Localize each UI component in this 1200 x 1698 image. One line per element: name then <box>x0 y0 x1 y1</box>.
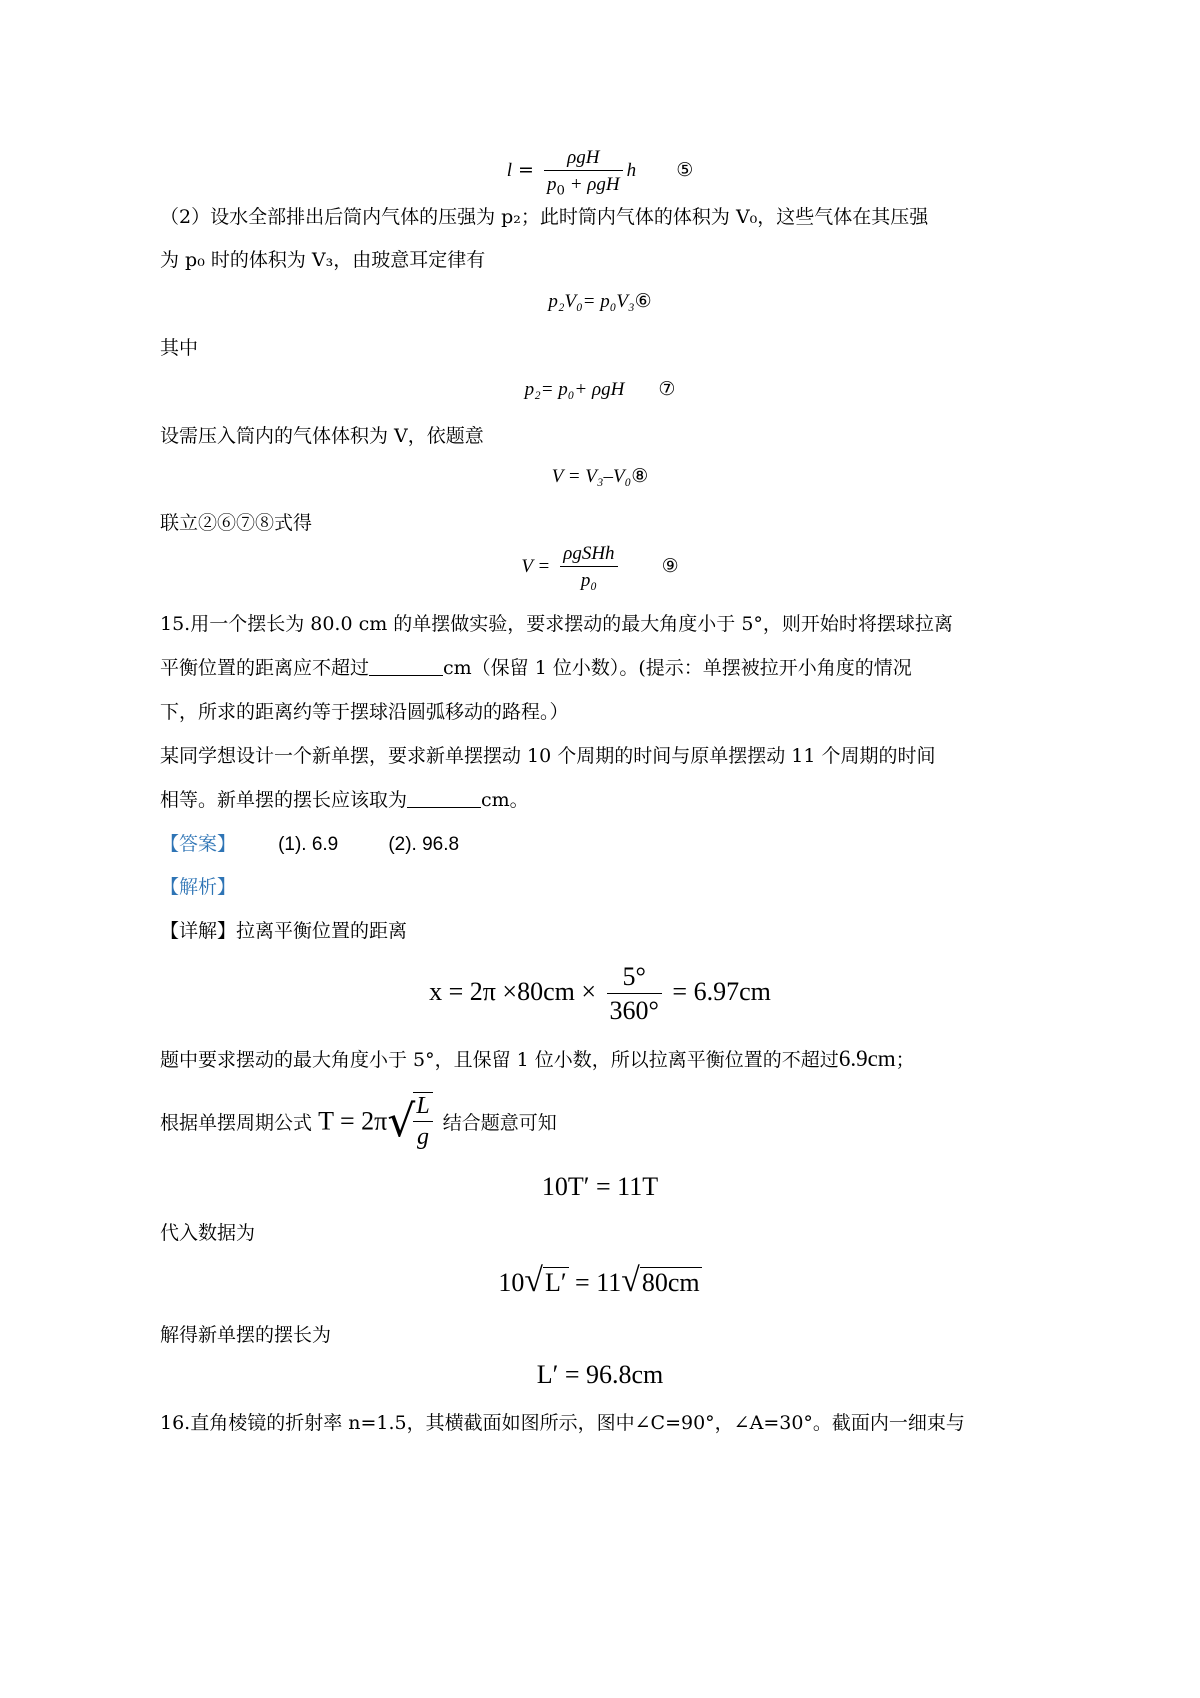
answer-2: (2). 96.8 <box>388 834 460 855</box>
sqrt-symbol: √ <box>621 1262 640 1299</box>
para-limit <box>160 1045 915 1072</box>
denominator: p₀ <box>580 570 597 591</box>
equation-number: ⑤ <box>676 159 694 181</box>
para-period-pre: 根据单摆周期公式 <box>160 1112 313 1134</box>
q15-line4: 某同学想设计一个新单摆，要求新单摆摆动 10 个周期的时间与原单摆摆动 11 个周期的时间 <box>160 745 936 767</box>
formula-lhs: l <box>506 160 513 181</box>
q16-line1: 16.直角棱镜的折射率 n=1.5，其横截面如图所示，图中∠C=90°，∠A=30°。截面内一细束与 <box>160 1412 965 1434</box>
text-solve: 解得新单摆的摆长为 <box>160 1324 332 1346</box>
para-limit-end: ； <box>895 1049 915 1071</box>
denominator-sub: 0 <box>556 183 565 199</box>
detail-label: 【详解】 <box>160 920 237 942</box>
q15-line5 <box>160 785 529 812</box>
q15-line2b: cm（保留 1 位小数）。(提示：单摆被拉开小角度的情况 <box>443 657 912 679</box>
denominator-p: p <box>547 174 557 195</box>
q15-line5a: 相等。新单摆的摆长应该取为 <box>160 789 408 811</box>
formula-text: p₂V₀= p₀V₃ <box>548 291 635 312</box>
formula-tail: h <box>626 160 637 181</box>
q15-line3: 下，所求的距离约等于摆球沿圆弧移动的路程。） <box>160 701 569 723</box>
equation-x-rhs: = 6.97cm <box>672 976 771 1006</box>
formula-9 <box>0 542 1200 592</box>
formula-text: p₂= p₀+ ρgH <box>524 379 625 400</box>
radicand-a: L′ <box>544 1268 567 1297</box>
equation-T: 10T′ = 11T <box>541 1172 659 1201</box>
answer-1: (1). 6.9 <box>278 834 339 855</box>
equation-x-lhs: x = 2π ×80cm × <box>429 976 597 1006</box>
coef-a: 10 <box>498 1268 525 1297</box>
q15-line5b: cm。 <box>481 789 529 811</box>
formula-text: V = V₃–V₀ <box>551 466 632 487</box>
detail-text: 拉离平衡位置的距离 <box>236 920 408 942</box>
fraction <box>544 146 623 199</box>
equation-L: L′ = 96.8cm <box>536 1360 664 1389</box>
detail-line <box>160 916 407 943</box>
formula-7 <box>0 378 1200 401</box>
para-period <box>160 1092 557 1151</box>
numerator: L <box>416 1093 430 1119</box>
part2-line1: （2）设水全部排出后筒内气体的压强为 p₂；此时筒内气体的体积为 V₀，这些气体在其压强 <box>160 206 929 228</box>
fraction <box>607 962 662 1026</box>
sqrt-symbol: √ <box>524 1262 543 1299</box>
formula-6 <box>0 290 1200 313</box>
answer-blank-2 <box>407 789 481 808</box>
para-limit-value: 6.9cm <box>838 1046 896 1071</box>
para-limit-text: 题中要求摆动的最大角度小于 5°，且保留 1 位小数，所以拉离平衡位置的不超过 <box>160 1049 839 1071</box>
part2-line2: 为 p₀ 时的体积为 V₃，由玻意耳定律有 <box>160 249 486 271</box>
text-qizhong: 其中 <box>160 337 199 359</box>
period-formula: T = 2π <box>318 1106 388 1136</box>
equation-number: ⑨ <box>661 555 679 577</box>
equation-number: ⑥ <box>634 290 652 312</box>
equation-number: ⑦ <box>658 378 676 400</box>
analysis-label: 【解析】 <box>160 876 237 898</box>
answer-blank-1 <box>369 657 443 676</box>
answer-line <box>160 829 459 856</box>
coef-b: = 11 <box>568 1268 622 1297</box>
equation-sqrt <box>0 1262 1200 1300</box>
text-substitute: 代入数据为 <box>160 1222 256 1244</box>
equation-x <box>0 962 1200 1026</box>
sqrt-symbol: √ <box>387 1096 416 1147</box>
q15-line2a: 平衡位置的距离应不超过 <box>160 657 370 679</box>
text-combine: 联立②⑥⑦⑧式得 <box>160 512 313 534</box>
numerator: ρgSHh <box>563 543 615 564</box>
formula-lhs: V = <box>521 556 551 577</box>
numerator: ρgH <box>567 147 600 168</box>
denominator: g <box>416 1124 429 1150</box>
denominator-rest: + ρgH <box>564 174 620 195</box>
equation-number: ⑧ <box>631 465 649 487</box>
q15-line2 <box>160 653 912 680</box>
q15-line1: 15.用一个摆长为 80.0 cm 的单摆做实验，要求摆动的最大角度小于 5°，则开始时将摆球拉离 <box>160 613 953 635</box>
denominator: 360° <box>609 996 659 1025</box>
radicand-b: 80cm <box>641 1268 700 1297</box>
para-period-post: 结合题意可知 <box>442 1112 557 1134</box>
formula-8 <box>0 465 1200 488</box>
sqrt-fraction <box>413 1092 432 1151</box>
formula-5: l = $\frac{\text{ρgH}}{p_0 + \rho gH}$ h ⑤ <box>506 147 694 199</box>
text-assume: 设需压入筒内的气体体积为 V，依题意 <box>160 425 484 447</box>
answer-label: 【答案】 <box>160 833 237 855</box>
numerator: 5° <box>607 962 662 994</box>
fraction <box>560 542 617 592</box>
